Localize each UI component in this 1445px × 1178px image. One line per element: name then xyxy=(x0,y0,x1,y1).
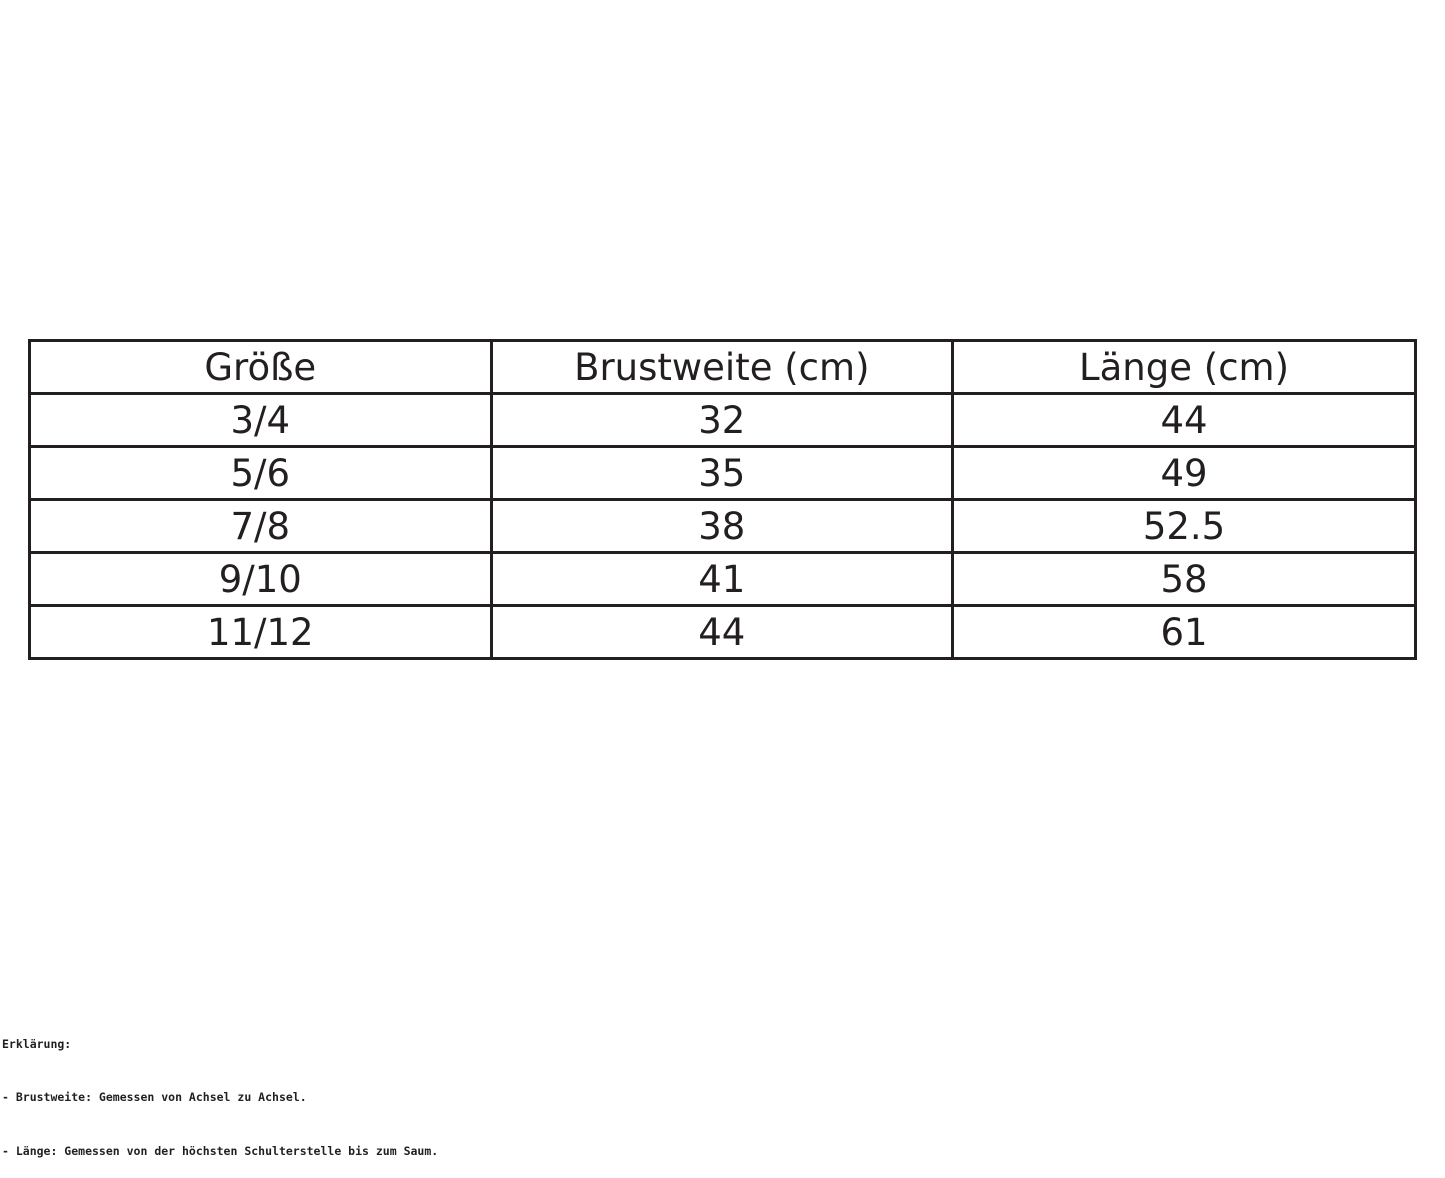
table-row xyxy=(30,500,1416,553)
column-header-size: Größe xyxy=(30,341,492,394)
column-header-length: Länge (cm) xyxy=(953,341,1416,394)
cell-size: 5/6 xyxy=(30,447,492,500)
column-header-chest: Brustweite (cm) xyxy=(491,341,953,394)
size-chart xyxy=(28,339,1417,660)
table-header-row xyxy=(30,341,1416,394)
table-row xyxy=(30,447,1416,500)
cell-size: 9/10 xyxy=(30,553,492,606)
cell-length: 61 xyxy=(953,606,1416,659)
legend-line-length: - Länge: Gemessen von der höchsten Schulterstelle bis zum Saum. xyxy=(2,1143,439,1158)
cell-chest: 44 xyxy=(491,606,953,659)
cell-size: 3/4 xyxy=(30,394,492,447)
cell-length: 58 xyxy=(953,553,1416,606)
cell-size: 7/8 xyxy=(30,500,492,553)
legend-line-chest: - Brustweite: Gemessen von Achsel zu Achsel. xyxy=(2,1090,307,1105)
cell-length: 49 xyxy=(953,447,1416,500)
cell-length: 52.5 xyxy=(953,500,1416,553)
cell-length: 44 xyxy=(953,394,1416,447)
cell-chest: 32 xyxy=(491,394,953,447)
table-row xyxy=(30,553,1416,606)
cell-chest: 35 xyxy=(491,447,953,500)
cell-size: 11/12 xyxy=(30,606,492,659)
table-row xyxy=(30,606,1416,659)
legend-title: Erklärung: xyxy=(2,1036,72,1051)
table-row xyxy=(30,394,1416,447)
size-table xyxy=(28,339,1417,660)
cell-chest: 41 xyxy=(491,553,953,606)
cell-chest: 38 xyxy=(491,500,953,553)
legend-block xyxy=(2,1000,702,1178)
